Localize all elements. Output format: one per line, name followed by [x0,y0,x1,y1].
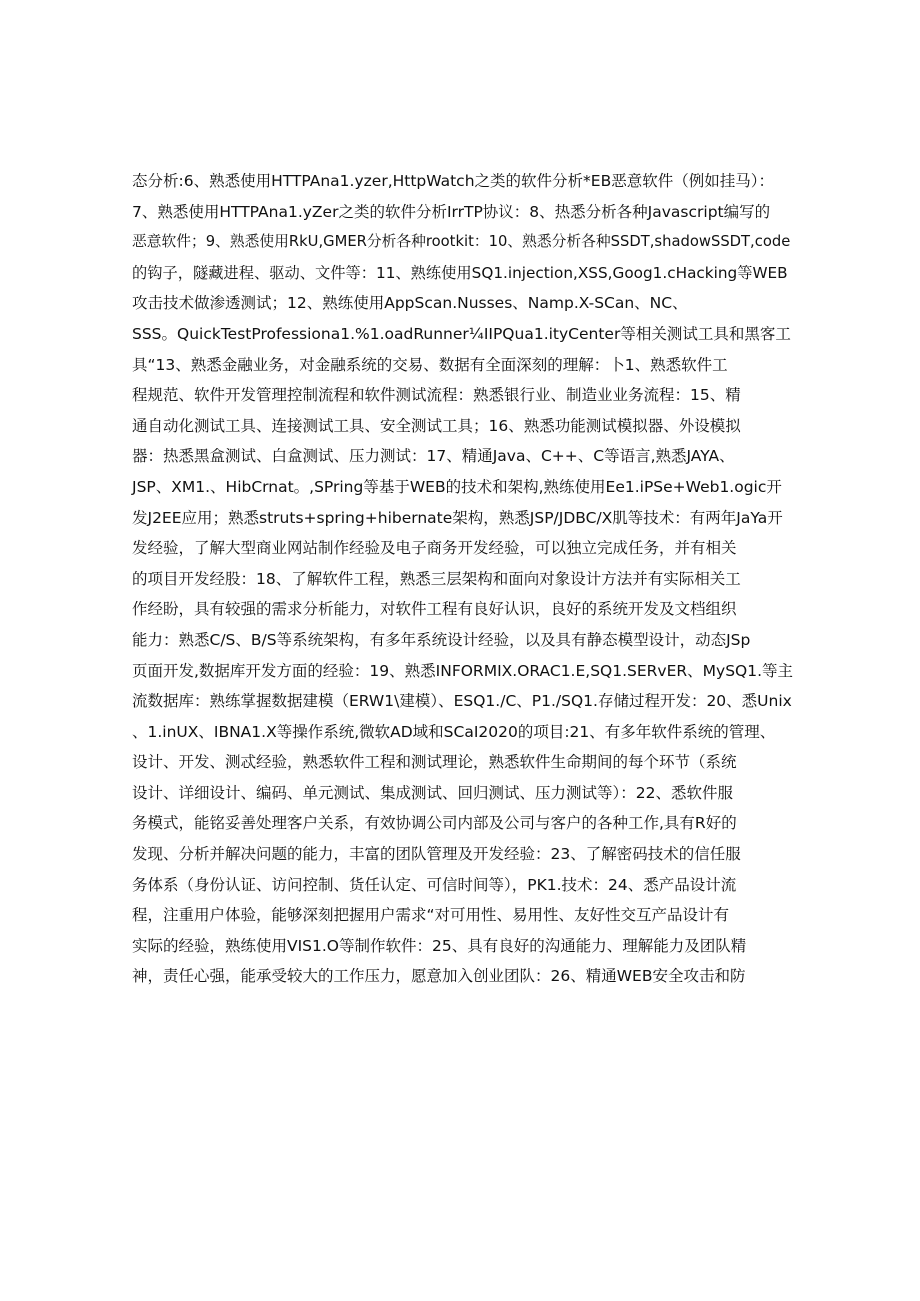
text-line: 的钩子，隧藏进程、驱动、文件等：11、熟练使用SQ1.injection,XSS,Goog1.cHacking等WEB [132,263,788,282]
text-line: 流数据库：熟练掌握数据建模（ERW1\建模）、ESQ1./C、P1./SQ1.存储过程开发：20、悉Unix [132,692,792,711]
text-line: 设计、详细设计、编码、单元测试、集成测试、回归测试、压力测试等）：22、悉软件服 [132,783,733,802]
text-line: 实际的经验，熟练使用VIS1.O等制作软件：25、具有良好的沟通能力、理解能力及团队精 [132,936,747,955]
text-line: 攻击技术做渗透测试；12、熟练使用AppScan.Nusses、Namp.X-SCan、NC、 [132,294,688,313]
text-line: 、1.inUX、IBNA1.X等操作系统,微软AD域和SCaI2020的项目:21、有多年软件系统的管理、 [132,722,776,741]
document-body [132,166,794,992]
text-line: 作经盼，具有较强的需求分析能力，对软件工程有良好认识，良好的系统开发及文档组织 [132,600,737,619]
text-line: 程，注重用户体验，能够深刻把握用户需求“对可用性、易用性、友好性交互产品设计有 [132,906,730,925]
text-line: 神，责任心强，能承受较大的工作压力，愿意加入创业团队：26、精通WEB安全攻击和防 [132,967,746,986]
text-line: 的项目开发经股：18、了解软件工程，熟悉三层架构和面向对象设计方法并有实际相关工 [132,569,741,588]
text-line: 发经验，了解大型商业网站制作经验及电子商务开发经验，可以独立完成任务，并有相关 [132,539,737,558]
text-line: 务模式，能铭妥善处理客户关系，有效协调公司内部及公司与客户的各种工作,具有R好的 [132,814,737,833]
text-line: 发J2EE应用；熟悉struts+spring+hibernate架构，熟悉JSP/JDBC/X肌等技术：有两年JaYa开 [132,508,783,527]
text-line: 程规范、软件开发管理控制流程和软件测试流程：熟悉银行业、制造业业务流程：15、精 [132,386,741,405]
text-line: 能力：熟悉C/S、B/S等系统架构，有多年系统设计经验，以及具有静态模型设计，动态JSp [132,630,751,649]
text-line: 器：热悉黑盒测试、白盒测试、压力测试：17、精通Java、C++、C等语言,熟悉JAYA、 [132,447,735,466]
text-line: 恶意软件；9、熟悉使用RkU,GMER分析各种rootkit：10、熟悉分析各种SSDT,shadowSSDT,code [132,233,791,251]
text-line: 7、熟悉使用HTTPAna1.yZer之类的软件分析IrrTP协议：8、热悉分析各种Javascript编写的 [132,202,771,221]
text-line: 务体系（身份认证、访问控制、货任认定、可信时间等），PK1.技术：24、悉产品设计流 [132,875,737,894]
text-line: 态分析:6、熟悉使用HTTPAna1.yzer,HttpWatch之类的软件分析*EB恶意软件（例如挂马）： [132,172,774,190]
text-line: JSP、XM1.、HibCrnat。,SPring等基于WEB的技术和架构,熟练使用Ee1.iPSe+Web1.ogic开 [132,477,782,496]
text-line: 发现、分析并解决问题的能力，丰富的团队管理及开发经验：23、了解密码技术的信任服 [132,845,741,864]
text-line: 具“13、熟悉金融业务，对金融系统的交易、数据有全面深刻的理解：卜1、熟悉软件工 [132,355,728,374]
text-line: 设计、开发、测忒经验，熟悉软件工程和测试理论，熟悉软件生命期间的每个环节（系统 [132,753,737,772]
text-line: SSS。QuickTestProfessiona1.%1.oadRunner¼IIPQua1.ityCenter等相关测试工具和黑客工 [132,324,791,343]
text-line: 通自动化测试工具、连接测试工具、安全测试工具；16、熟悉功能测试模拟器、外设模拟 [132,416,741,435]
text-line: 页面开发,数据库开发方面的经验：19、熟悉INFORMIX.ORAC1.E,SQ1.SERvER、MySQ1.等主 [132,661,794,680]
